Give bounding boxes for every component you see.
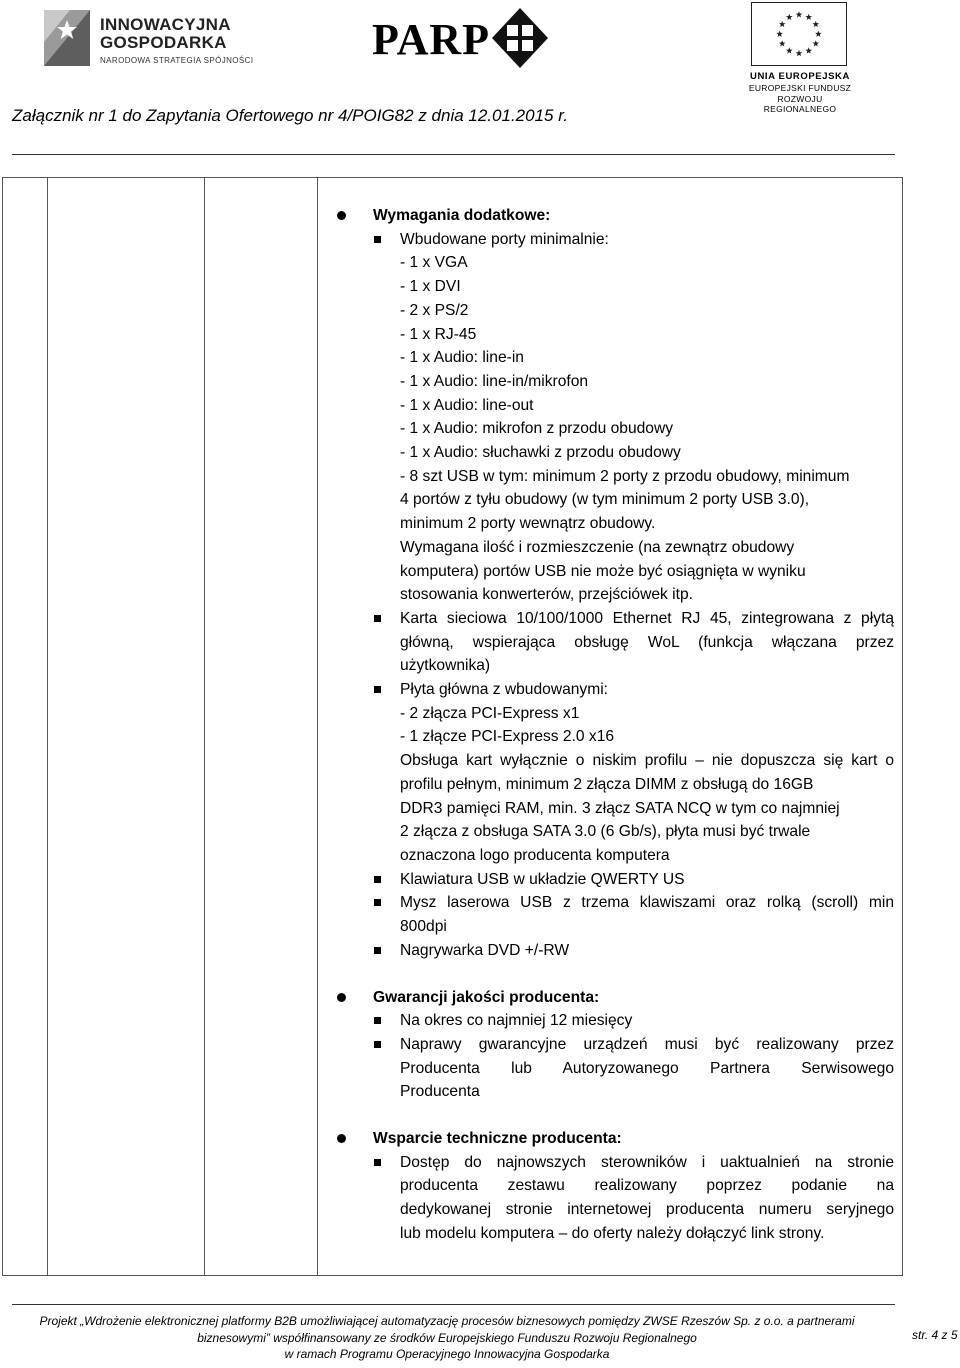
eu-star-icon: [805, 47, 812, 53]
parp-logo: [372, 6, 562, 66]
ig-logo-line2: GOSPODARKA: [100, 33, 227, 52]
eu-flag-icon: [751, 2, 847, 66]
eu-star-icon: [805, 14, 812, 20]
eu-star-icon: [786, 47, 793, 53]
eu-star-icon: [786, 14, 793, 20]
eu-logo-line3: ROZWOJU REGIONALNEGO: [763, 94, 837, 114]
list-item: [373, 1009, 894, 1033]
table-column-divider: [47, 177, 48, 1276]
item-line: dedykowanej stronie internetowej producenta numeru seryjnego: [400, 1201, 894, 1219]
eu-star-icon: [812, 21, 819, 27]
square-bullet-icon: [374, 615, 381, 622]
square-bullet-icon: [374, 947, 381, 954]
section-title: Wymagania dodatkowe:: [373, 207, 551, 224]
list-item: [373, 678, 894, 868]
footer-line: biznesowymi” współfinansowany ze środków Europejskiego Funduszu Rozwoju Regionalnego: [197, 1330, 697, 1345]
section-warranty: [336, 986, 894, 1105]
item-line: - 1 x VGA: [400, 254, 468, 272]
list-item: [373, 891, 894, 938]
parp-logo-text: PARP: [372, 15, 491, 64]
item-line: użytkownika): [400, 657, 491, 675]
item-line: Wymagana ilość i rozmieszczenie (na zewnątrz obudowy: [400, 538, 795, 556]
bullet-icon: [337, 1134, 346, 1143]
item-line: Producenta lub Autoryzowanego Partnera Serwisowego: [400, 1059, 894, 1077]
item-line: Dostęp do najnowszych sterowników i uaktualnień na stronie: [400, 1153, 894, 1171]
item-line: - 1 x RJ-45: [400, 325, 477, 343]
item-line: 2 złącza z obsługa SATA 3.0 (6 Gb/s), płyta musi być trwale: [400, 823, 811, 841]
item-line: stosowania konwerterów, przejściówek itp.: [400, 586, 693, 604]
item-line: - 1 x Audio: mikrofon z przodu obudowy: [400, 420, 674, 438]
table-column-divider: [317, 177, 318, 1276]
footer-line: w ramach Programu Operacyjnego Innowacyjna Gospodarka: [284, 1347, 610, 1361]
item-line: główną, wspierająca obsługę WoL (funkcja włączana przez: [400, 633, 894, 651]
square-bullet-icon: [374, 1159, 381, 1166]
table-column-divider: [204, 177, 205, 1276]
item-line: Obsługa kart wyłącznie o niskim profilu – nie dopuszcza się kart o: [400, 752, 894, 770]
item-line: Karta sieciowa 10/100/1000 Ethernet RJ 45, zintegrowana z płytą: [400, 609, 894, 627]
square-bullet-icon: [374, 899, 381, 906]
eu-star-icon: [812, 40, 819, 46]
eu-star-icon: [796, 50, 803, 56]
item-line: Naprawy gwarancyjne urządzeń musi być realizowany przez: [400, 1035, 894, 1053]
attachment-title: Załącznik nr 1 do Zapytania Ofertowego nr 4/POIG82 z dnia 12.01.2015 r.: [12, 106, 568, 125]
list-item: [373, 607, 894, 678]
item-line: Na okres co najmniej 12 miesięcy: [400, 1012, 633, 1030]
item-line: Producenta: [400, 1083, 480, 1101]
item-line: Płyta główna z wbudowanymi:: [400, 681, 609, 699]
item-line: - 1 x Audio: słuchawki z przodu obudowy: [400, 444, 681, 462]
item-line: DDR3 pamięci RAM, min. 3 złącz SATA NCQ w tym co najmniej: [400, 799, 840, 817]
eu-star-icon: [815, 31, 822, 37]
section-additional-requirements: [336, 204, 894, 963]
item-line: producenta zestawu realizowany poprzez podanie na: [400, 1177, 894, 1195]
parp-diamond-icon: [490, 6, 550, 70]
page-number: str. 4 z 5: [912, 1328, 958, 1342]
eu-star-icon: [779, 40, 786, 46]
requirements-cell: [336, 204, 894, 1246]
bullet-icon: [337, 993, 346, 1002]
ig-logo-line3: NARODOWA STRATEGIA SPÓJNOŚCI: [100, 56, 254, 65]
item-line: Klawiatura USB w układzie QWERTY US: [400, 870, 685, 888]
eu-logo-line2: EUROPEJSKI FUNDUSZ: [748, 83, 852, 93]
item-line: - 2 x PS/2: [400, 301, 469, 319]
square-bullet-icon: [374, 686, 381, 693]
eu-star-icon: [779, 21, 786, 27]
section-title: Wsparcie techniczne producenta:: [373, 1130, 622, 1148]
ig-emblem-icon: [40, 6, 94, 70]
item-line: - 1 x DVI: [400, 278, 461, 296]
item-line: - 2 złącza PCI-Express x1: [400, 704, 580, 722]
item-line: komputera) portów USB nie może być osiągnięta w wyniku: [400, 562, 806, 580]
innowacyjna-gospodarka-logo: [40, 4, 260, 70]
list-item: [373, 939, 894, 963]
item-line: Mysz laserowa USB z trzema klawiszami oraz rolką (scroll) min: [400, 894, 894, 912]
item-line: - 1 złącze PCI-Express 2.0 x16: [400, 728, 615, 746]
item-line: lub modelu komputera – do oferty należy dołączyć link strony.: [400, 1224, 825, 1242]
list-item: [373, 1033, 894, 1104]
square-bullet-icon: [374, 1041, 381, 1048]
list-item: [373, 868, 894, 892]
item-line: - 1 x Audio: line-in/mikrofon: [400, 372, 589, 390]
item-line: minimum 2 porty wewnątrz obudowy.: [400, 515, 656, 533]
eu-star-icon: [796, 11, 803, 17]
header-divider: [12, 154, 895, 155]
footer-line: Projekt „Wdrożenie elektronicznej platformy B2B umożliwiającej automatyzację procesów biznesowych pomiędzy ZWSE Rzeszów Sp. z o.o. a partnerami: [39, 1314, 855, 1328]
square-bullet-icon: [374, 236, 381, 243]
square-bullet-icon: [374, 1017, 381, 1024]
item-line: profilu pełnym, minimum 2 złącza DIMM z obsługą do 16GB: [400, 775, 814, 793]
item-line: - 1 x Audio: line-in: [400, 349, 524, 367]
footer-divider: [12, 1304, 895, 1305]
item-line: Nagrywarka DVD +/-RW: [400, 941, 570, 959]
list-item: [373, 228, 894, 607]
footer-text: [12, 1313, 882, 1363]
eu-star-icon: [776, 31, 783, 37]
item-line: 4 portów z tyłu obudowy (w tym minimum 2 porty USB 3.0),: [400, 491, 810, 509]
ig-logo-line1: INNOWACYJNA: [100, 15, 231, 34]
bullet-icon: [337, 211, 346, 220]
item-line: - 8 szt USB w tym: minimum 2 porty z przodu obudowy, minimum: [400, 467, 850, 485]
item-line: 800dpi: [400, 918, 447, 936]
item-line: oznaczona logo producenta komputera: [400, 846, 670, 864]
section-title: Gwarancji jakości producenta:: [373, 988, 600, 1006]
eu-logo: [742, 2, 858, 114]
item-line: - 1 x Audio: line-out: [400, 396, 534, 414]
section-technical-support: [336, 1127, 894, 1246]
list-item: [373, 1151, 894, 1246]
square-bullet-icon: [374, 876, 381, 883]
item-line: Wbudowane porty minimalnie:: [400, 230, 609, 248]
eu-logo-line1: UNIA EUROPEJSKA: [750, 71, 850, 82]
